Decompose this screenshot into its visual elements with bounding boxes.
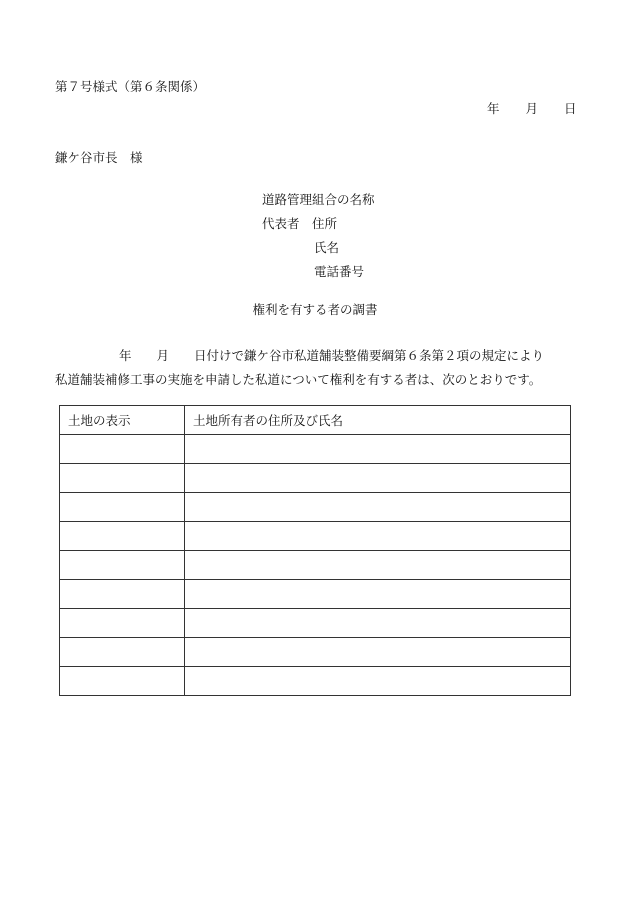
land-description-cell[interactable]: [60, 551, 185, 580]
owner-address-name-cell[interactable]: [185, 464, 571, 493]
table-row: [60, 667, 571, 696]
document-title: 権利を有する者の調書: [252, 302, 378, 317]
applicant-block: [262, 188, 375, 284]
table-row: [60, 638, 571, 667]
table-row: [60, 493, 571, 522]
land-description-cell[interactable]: [60, 493, 185, 522]
table-body: [60, 435, 571, 696]
owner-address-name-cell[interactable]: [185, 551, 571, 580]
body-line-2: 私道舗装補修工事の実施を申請した私道について権利を有する者は、次のとおりです。: [55, 372, 542, 387]
land-description-cell[interactable]: [60, 464, 185, 493]
org-name-label: 道路管理組合の名称: [262, 192, 375, 207]
table-row: [60, 580, 571, 609]
table-header-row: [60, 406, 571, 435]
land-description-cell[interactable]: [60, 580, 185, 609]
table-row: [60, 522, 571, 551]
land-description-cell[interactable]: [60, 522, 185, 551]
owner-address-name-cell[interactable]: [185, 638, 571, 667]
addressee: 鎌ケ谷市長 様: [55, 150, 143, 165]
table-row: [60, 464, 571, 493]
form-number: 第７号様式（第６条関係）: [55, 79, 206, 94]
body-line-1: 年 月 日付けで鎌ケ谷市私道舗装整備要綱第６条第２項の規定により: [119, 348, 545, 363]
date-month-label: 月: [525, 101, 539, 116]
date-year-label: 年: [487, 101, 500, 116]
date-day-label: 日: [564, 101, 577, 116]
representative-address-label: 代表者 住所: [262, 216, 338, 231]
date-line: [487, 99, 577, 117]
phone-number-label: 電話番号: [314, 264, 365, 279]
land-description-cell[interactable]: [60, 667, 185, 696]
table-row: [60, 551, 571, 580]
owner-address-name-cell[interactable]: [185, 435, 571, 464]
owner-address-name-cell[interactable]: [185, 609, 571, 638]
owner-address-name-cell[interactable]: [185, 667, 571, 696]
header-land-description: 土地の表示: [60, 406, 185, 435]
land-description-cell[interactable]: [60, 435, 185, 464]
body-text: [55, 344, 575, 392]
representative-name-label: 氏名: [314, 240, 340, 255]
owner-address-name-cell[interactable]: [185, 493, 571, 522]
land-owner-table: [59, 405, 571, 696]
table-row: [60, 435, 571, 464]
owner-address-name-cell[interactable]: [185, 580, 571, 609]
land-description-cell[interactable]: [60, 609, 185, 638]
header-owner-address-name: 土地所有者の住所及び氏名: [185, 406, 571, 435]
table-row: [60, 609, 571, 638]
owner-address-name-cell[interactable]: [185, 522, 571, 551]
land-description-cell[interactable]: [60, 638, 185, 667]
